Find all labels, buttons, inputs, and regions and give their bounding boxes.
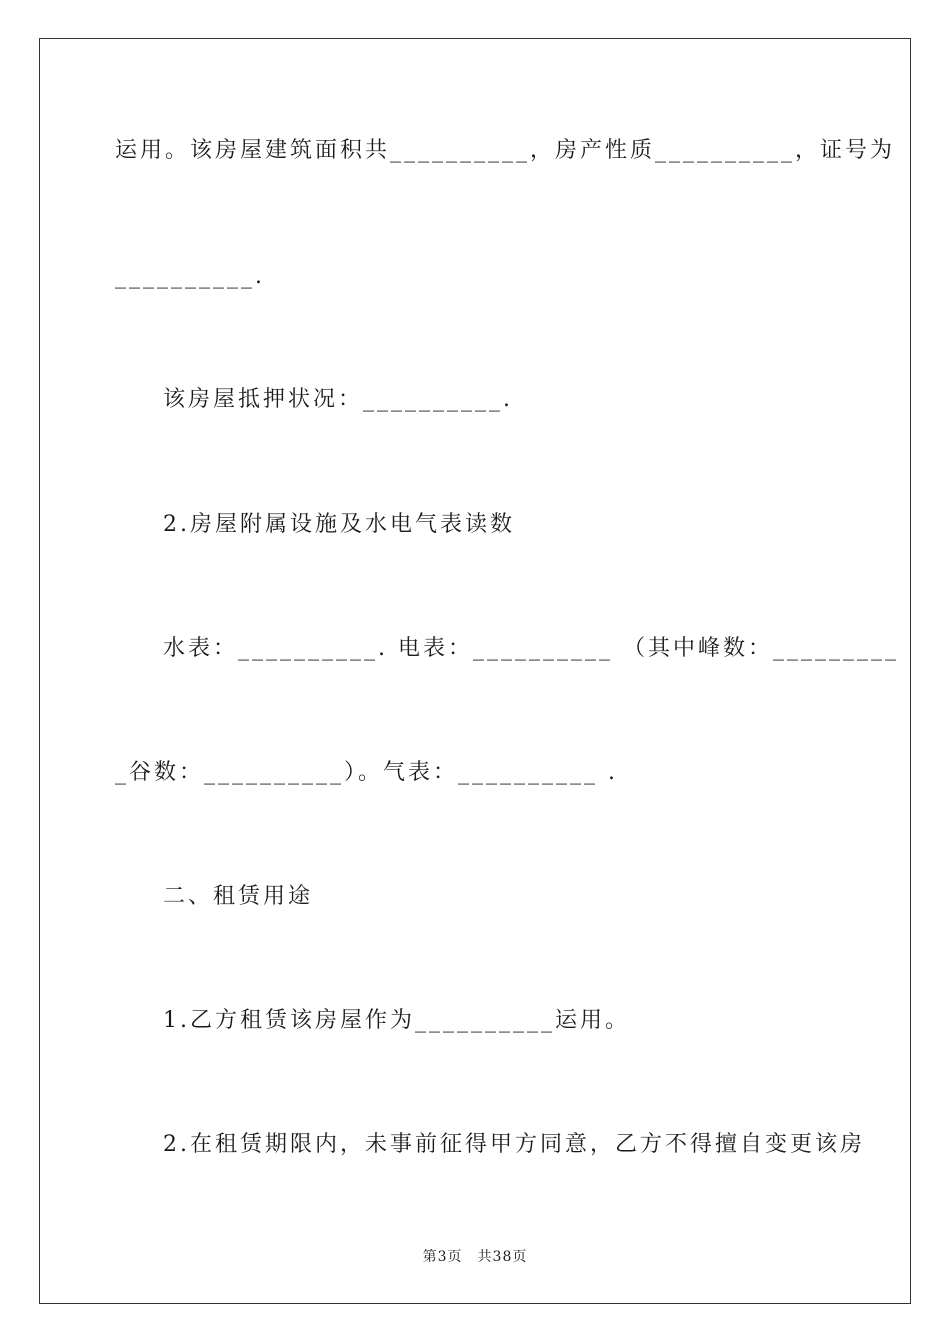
page-border [39,38,911,1304]
text-line-9: 2.在租赁期限内，未事前征得甲方同意，乙方不得擅自变更该房 [163,1132,865,1157]
text-line-2: __________. [115,264,265,289]
text-line-6: _谷数：__________）。气表：__________ . [115,760,618,785]
text-line-5: 水表：__________. 电表：__________ （其中峰数：_________ [163,636,899,661]
text-line-4: 2.房屋附属设施及水电气表读数 [163,512,515,537]
text-line-8: 1.乙方租赁该房屋作为__________运用。 [163,1008,630,1033]
page-footer: 第3页 共38页 [422,1249,528,1265]
section-heading: 二、租赁用途 [163,884,314,909]
text-line-3: 该房屋抵押状况：__________. [163,387,513,412]
text-line-1: 运用。该房屋建筑面积共__________，房产性质__________，证号为 [115,138,896,163]
